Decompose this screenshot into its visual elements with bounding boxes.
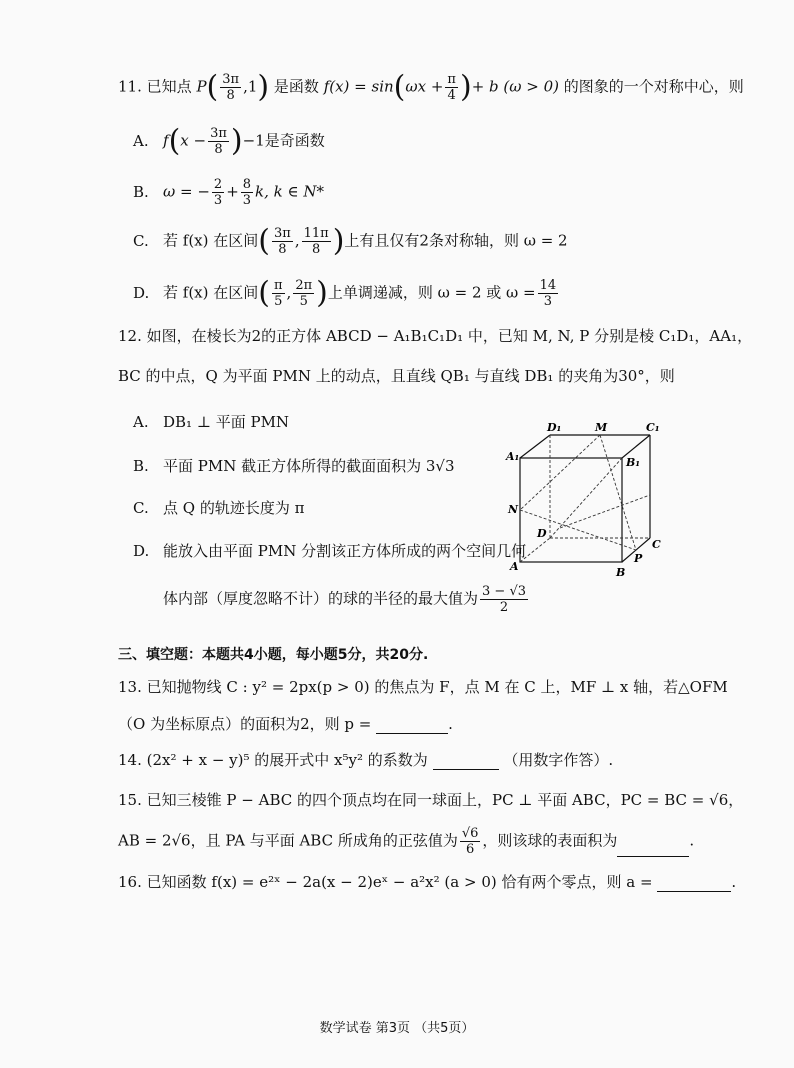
q15-line1 [118,790,743,810]
q15-text-1: 已知三棱锥 P − ABC 的四个顶点均在同一球面上，PC ⊥ 平面 ABC，PC = BC = √6， [146,791,744,809]
cube-edge-a1d1 [520,435,550,458]
label-c1: C₁ [646,421,660,434]
q11-plus-b: + b (ω > 0) [471,77,559,96]
q12-option-b-text: 平面 PMN 截正方体所得的截面面积为 3√3 [163,457,455,475]
q15-answer-blank[interactable] [617,840,689,857]
q14-text: (2x² + x − y)⁵ 的展开式中 x⁵y² 的系数为 [146,751,428,769]
q11-d-frac3: $\frac{14}{3}$ [539,278,557,309]
q15-number: 15. [118,791,142,809]
q11-option-a-letter: A. [133,131,149,150]
q13-text-1: 已知抛物线 C : y² = 2px(p > 0) 的焦点为 F，点 M 在 C 上，MF ⊥ x 轴，若△OFM [146,678,728,696]
q11-c-frac1: $\frac{3\pi}{8}$ [273,226,291,257]
cube-figure [500,420,670,580]
q11-func: f(x) = sin [323,77,394,96]
q12-option-d-letter: D. [133,542,150,560]
q13-line2 [118,714,453,734]
q12-option-d-text2: 体内部（厚度忽略不计）的球的半径的最大值为 [163,589,479,608]
q11-option-d-letter: D. [133,283,150,302]
q11-point: P [196,77,207,96]
section-3-title: 三、填空题：本题共4小题，每小题5分，共20分. [118,647,429,663]
q11-option-b-letter: B. [133,182,149,201]
q15-line2 [118,826,694,857]
q11-b-post: k, k ∈ N* [255,182,325,201]
q12-option-a [133,412,289,432]
q11-a-frac: $\frac{3\pi}{8}$ [210,126,227,157]
q11-d-pre: 若 f(x) 在区间 [163,283,259,302]
q11-stem-a: 已知点 [146,77,192,96]
q11-a-arg: x − [180,131,207,150]
q12-number: 12. [118,327,142,345]
q13-number: 13. [118,678,142,696]
q15-end: . [689,831,695,850]
q12-option-a-letter: A. [133,413,149,431]
q14-tail: （用数字作答）. [503,751,614,769]
page-footer: 数学试卷 第3页 （共5页） [319,1021,475,1036]
q12-option-d [133,541,526,561]
section-mp [600,435,636,550]
q12-option-d-cont [163,584,530,615]
q11-c-frac2: $\frac{11\pi}{8}$ [303,226,329,257]
q11-inner-frac: $\frac{\pi}{4}$ [447,72,456,103]
q11-option-c-letter: C. [133,231,149,250]
q11-stem-b: 是函数 [273,77,319,96]
q11-stem-c: 的图象的一个对称中心，则 [563,77,744,96]
q12-option-c-letter: C. [133,499,149,517]
cube-edge-b1c1 [622,435,650,458]
q12-line1 [118,326,752,346]
section-mn [520,435,600,510]
cube-front-face [520,458,622,562]
q11-b-frac1: $\frac{2}{3}$ [213,177,223,208]
q11-b-pre: ω = − [163,182,210,201]
label-p: P [634,552,643,565]
q11-b-mid: + [226,182,239,201]
q11-d-frac1: $\frac{\pi}{5}$ [273,278,283,309]
cube-hidden-ad [520,538,550,562]
q11-a-post: −1是奇函数 [242,131,325,150]
q11-p-frac: $\frac{3\pi}{8}$ [222,72,240,103]
q13-line1 [118,677,728,697]
q12-text-1: 如图，在棱长为2的正方体 ABCD − A₁B₁C₁D₁ 中，已知 M, N, P 分别是棱 C₁D₁，AA₁， [146,327,753,345]
q11-option-d: D. 若 f(x) 在区间( $\frac{\pi}{5}$ , $\frac{2\pi}{5}$ )上单调递减，则 ω = 2 或 ω = $\frac{14}{3}$ [133,275,557,311]
q14-answer-blank[interactable] [433,753,499,770]
q11-b-frac2: $\frac{8}{3}$ [242,177,252,208]
q15-text-2-post: ，则该球的表面积为 [482,831,618,850]
q11-d-post: 上单调递减，则 ω = 2 或 ω = [327,283,536,302]
q11-option-c: C. 若 f(x) 在区间( $\frac{3\pi}{8}$ , $\frac{11\pi}{8}$ )上有且仅有2条对称轴，则 ω = 2 [133,223,568,259]
diagonal-db1 [550,458,622,538]
q13-answer-blank[interactable] [376,717,448,734]
q12-option-b-letter: B. [133,457,149,475]
q11-c-comma: , [294,231,300,250]
q12-line2: BC 的中点，Q 为平面 PMN 上的动点，且直线 QB₁ 与直线 DB₁ 的夹角为30°，则 [118,367,675,385]
q14-number: 14. [118,751,142,769]
q11-c-pre: 若 f(x) 在区间 [163,231,259,250]
q12-option-b [133,456,455,476]
label-n: N [508,503,519,516]
label-d1: D₁ [547,421,562,434]
q11-stem: 11. 已知点 P( $\frac{3\pi}{8}$ ,1) 是函数 f(x) = sin(ωx + $\frac{\pi}{4}$ )+ b (ω > 0) 的图象的一个对称中心，则 [118,69,744,105]
label-b1: B₁ [626,456,641,469]
q11-a-pre: f [163,131,169,150]
q12-option-c-text: 点 Q 的轨迹长度为 π [163,499,305,517]
label-a: A [510,560,519,573]
q11-d-frac2: $\frac{2\pi}{5}$ [295,278,313,309]
q11-option-b [133,177,324,208]
q15-text-2-pre: AB = 2√6，且 PA 与平面 ABC 所成角的正弦值为 [118,831,458,850]
q11-option-a: A. f(x − $\frac{3\pi}{8}$ )−1是奇函数 [133,123,325,159]
q11-d-comma: , [286,283,292,302]
q16-number: 16. [118,873,142,891]
q16-line [118,872,736,892]
label-b: B [616,566,626,579]
q12-d-frac: $\frac{3 - √3}{2}$ [482,584,526,615]
q16-end: . [731,873,737,891]
q13-end: . [448,715,453,733]
q14-line [118,750,613,770]
label-a1: A₁ [506,450,520,463]
label-c: C [652,538,661,551]
q15-frac: $\frac{√6}{6}$ [461,826,479,857]
q16-text: 已知函数 f(x) = e²ˣ − 2a(x − 2)eˣ − a²x² (a > 0) 恰有两个零点，则 a = [146,873,653,891]
q12-option-d-text: 能放入由平面 PMN 分割该正方体所成的两个空间几何 [163,542,527,560]
q11-number: 11. [118,77,142,96]
q11-c-post: 上有且仅有2条对称轴，则 ω = 2 [344,231,568,250]
q16-answer-blank[interactable] [657,875,731,892]
q12-option-a-text: DB₁ ⊥ 平面 PMN [163,413,290,431]
label-d: D [537,527,547,540]
q12-option-c [133,498,304,518]
q13-text-2: （O 为坐标原点）的面积为2，则 p = [118,715,372,733]
q11-p-tail: ,1 [243,77,258,96]
q11-inner: ωx + [405,77,444,96]
label-m: M [595,421,608,434]
